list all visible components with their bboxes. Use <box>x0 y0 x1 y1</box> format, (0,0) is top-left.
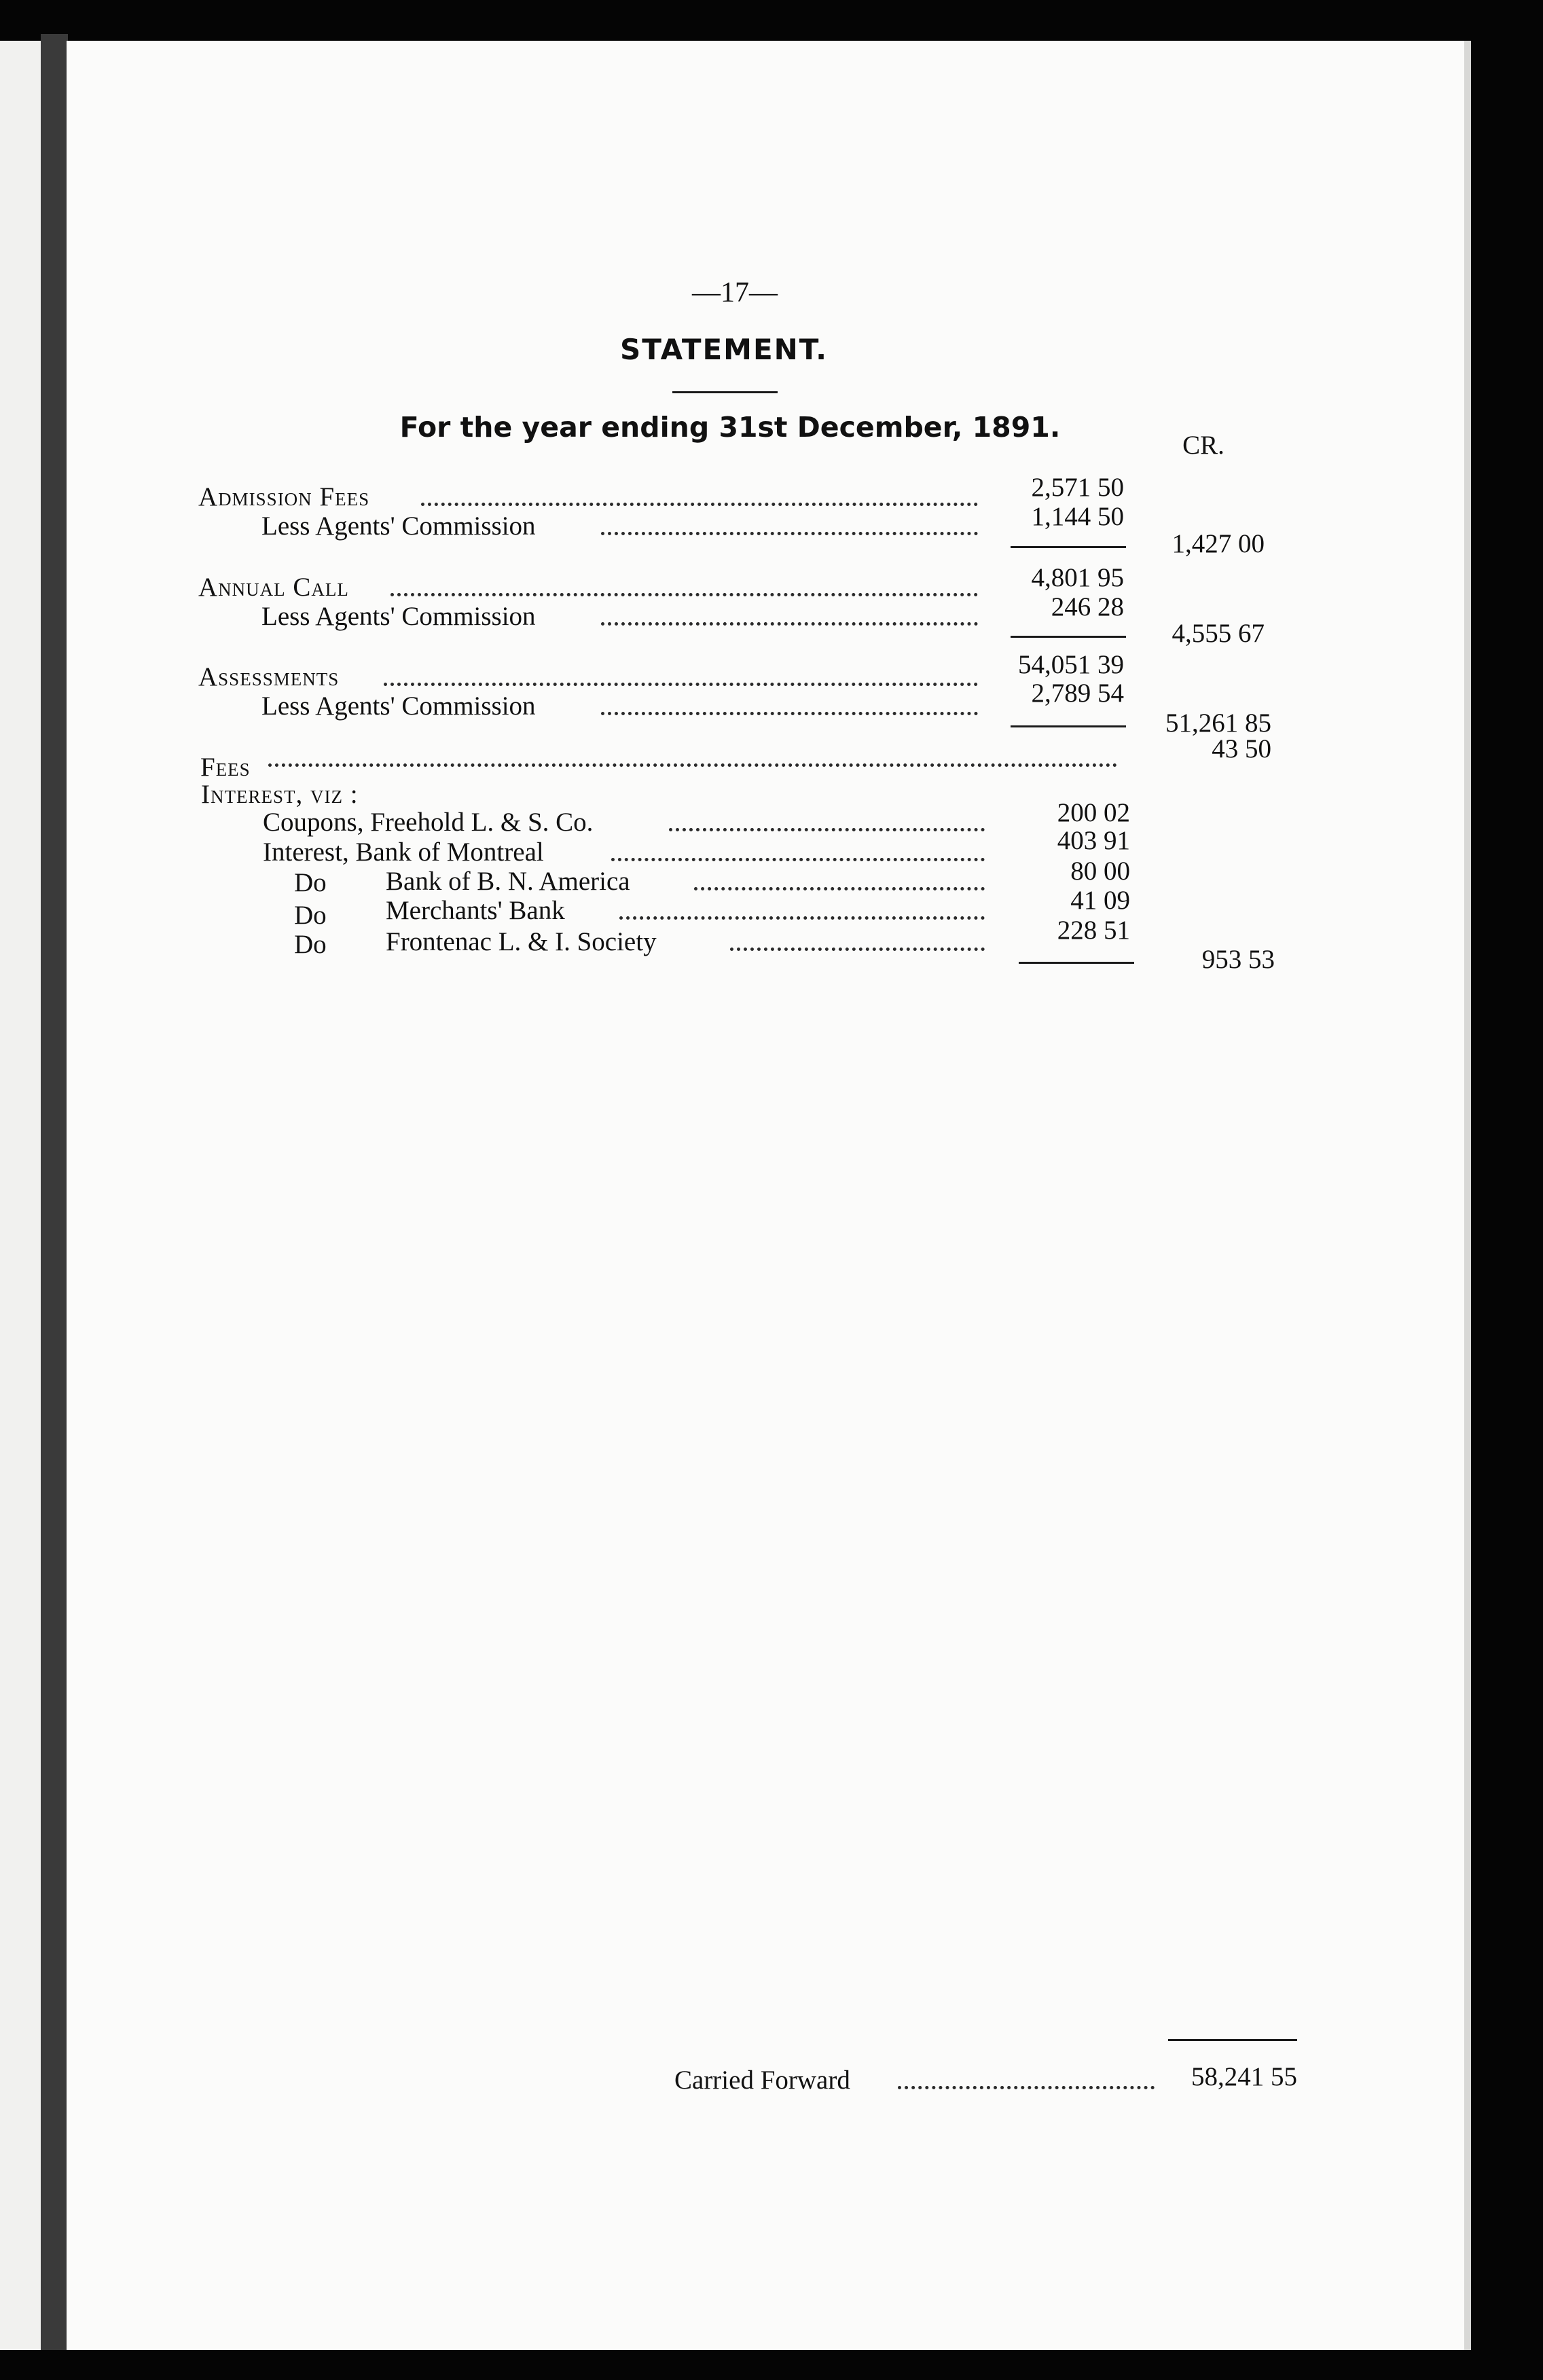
leader-dots <box>694 887 985 890</box>
entry-amount: 2,571 50 <box>1031 473 1124 502</box>
entry-prefix: Do <box>294 868 327 897</box>
document-title: STATEMENT. <box>619 333 829 366</box>
leader-dots <box>421 503 978 506</box>
entry-prefix: Do <box>294 901 327 930</box>
entry-label: Fees <box>200 753 251 782</box>
entry-label: Annual Call <box>198 573 349 602</box>
leader-dots <box>898 2086 1155 2089</box>
carried-forward-label: Carried Forward <box>674 2066 850 2095</box>
leader-dots <box>611 858 985 861</box>
total-rule <box>1168 2039 1297 2041</box>
entry-amount: 54,051 39 <box>1018 650 1124 679</box>
entry-label: Bank of B. N. America <box>386 867 630 896</box>
entry-total: 4,555 67 <box>1172 619 1265 648</box>
entry-label: Assessments <box>198 662 340 691</box>
entry-label: Merchants' Bank <box>386 896 565 925</box>
leader-dots <box>268 763 1117 767</box>
entry-amount: 200 02 <box>1057 798 1130 827</box>
entry-amount: 80 00 <box>1070 857 1130 886</box>
entry-label: Less Agents' Commission <box>261 691 536 721</box>
entry-label: Less Agents' Commission <box>261 511 536 541</box>
subtotal-rule <box>1011 636 1126 638</box>
leader-dots <box>601 622 978 626</box>
cr-column-head: CR. <box>1182 431 1224 460</box>
entry-label: Less Agents' Commission <box>261 602 536 631</box>
subtotal-rule <box>1019 962 1134 964</box>
entry-label: Admission Fees <box>198 482 370 511</box>
entry-amount: 41 09 <box>1070 886 1130 915</box>
subtotal-rule <box>1011 546 1126 548</box>
entry-total: 43 50 <box>1212 734 1271 763</box>
entry-prefix: Do <box>294 930 327 959</box>
leader-dots <box>730 948 985 951</box>
entry-label: Coupons, Freehold L. & S. Co. <box>263 808 594 837</box>
entry-amount: 403 91 <box>1057 826 1130 855</box>
document-subtitle: For the year ending 31st December, 1891. <box>399 411 1061 444</box>
entry-label: Interest, viz : <box>201 780 359 809</box>
entry-amount: 228 51 <box>1057 916 1130 945</box>
carried-forward-total: 58,241 55 <box>1191 2062 1297 2091</box>
leader-dots <box>669 828 985 831</box>
entry-total: 953 53 <box>1201 945 1275 974</box>
entry-amount: 4,801 95 <box>1031 563 1124 592</box>
page-number: —17— <box>692 277 778 308</box>
subtotal-rule <box>1011 725 1126 727</box>
leader-dots <box>601 712 978 715</box>
entry-amount: 246 28 <box>1051 592 1124 621</box>
entry-label: Frontenac L. & I. Society <box>386 927 657 956</box>
entry-amount: 1,144 50 <box>1031 502 1124 531</box>
leader-dots <box>384 683 978 686</box>
entry-total: 1,427 00 <box>1172 529 1265 558</box>
leader-dots <box>601 532 978 535</box>
leader-dots <box>391 593 978 596</box>
entry-amount: 2,789 54 <box>1031 679 1124 708</box>
leader-dots <box>619 916 985 920</box>
entry-total: 51,261 85 <box>1165 708 1271 738</box>
entry-label: Interest, Bank of Montreal <box>263 837 544 867</box>
title-rule <box>672 391 778 393</box>
